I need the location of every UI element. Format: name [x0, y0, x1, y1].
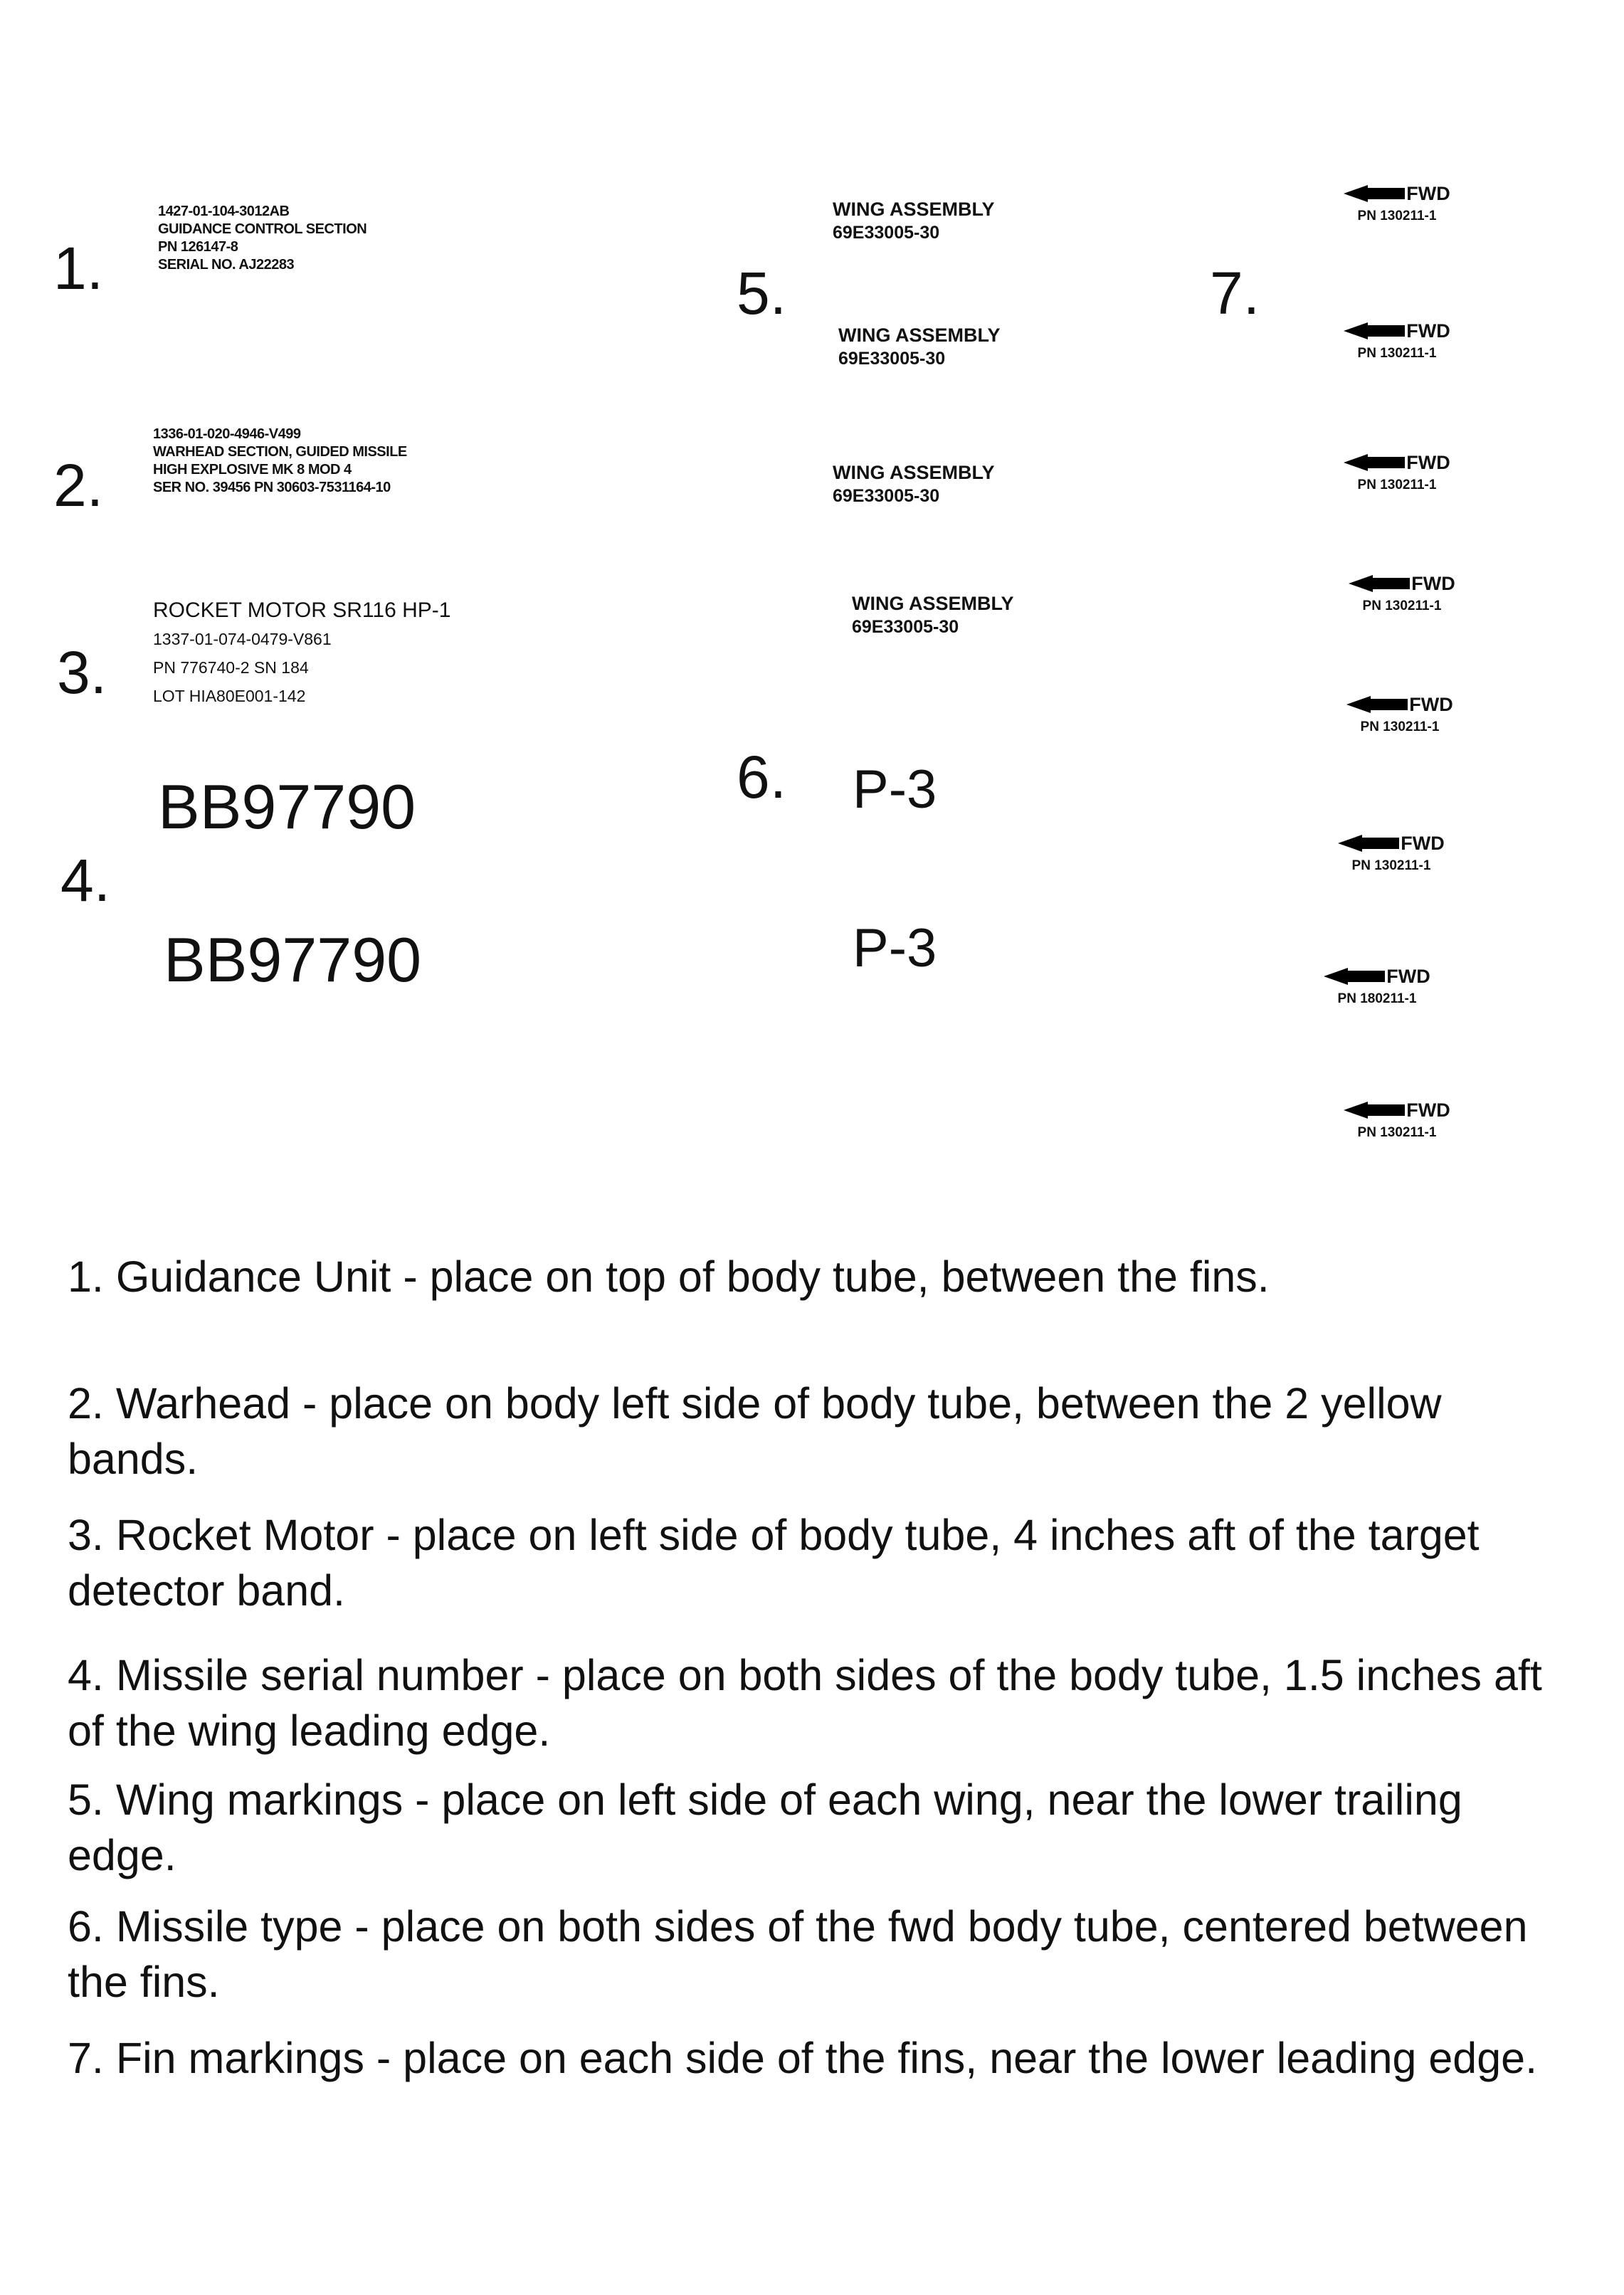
fin-fwd-label: FWD: [1406, 182, 1450, 204]
rocket-motor-title: ROCKET MOTOR SR116 HP-1: [153, 598, 451, 622]
serial-number-decal: BB97790: [158, 771, 416, 842]
fin-pn: PN 130211-1: [1357, 478, 1437, 492]
fin-fwd-label: FWD: [1406, 1099, 1450, 1121]
fin-pn: PN 180211-1: [1337, 991, 1417, 1006]
fin-pn: PN 130211-1: [1357, 209, 1437, 223]
warhead-decal: [153, 426, 407, 497]
wing-assembly-title: WING ASSEMBLY: [838, 325, 1001, 346]
forward-arrow-icon: [1338, 833, 1399, 853]
instruction-warhead: 2. Warhead - place on body left side of body tube, between the 2 yellow bands.: [68, 1379, 1442, 1483]
rocket-motor-line: 1337-01-074-0479-V861: [153, 630, 332, 648]
missile-type-decal: P-3: [853, 759, 937, 820]
label-number-4: 4.: [60, 847, 111, 914]
fin-pn: PN 130211-1: [1362, 598, 1442, 613]
forward-arrow-icon: [1346, 695, 1408, 714]
fin-pn: PN 130211-1: [1357, 1125, 1437, 1140]
guidance-line: SERIAL NO. AJ22283: [158, 257, 295, 273]
warhead-line: WARHEAD SECTION, GUIDED MISSILE: [153, 444, 407, 460]
fin-fwd-label: FWD: [1409, 693, 1453, 715]
warhead-line: 1336-01-020-4946-V499: [153, 426, 301, 442]
fin-pn: PN 130211-1: [1351, 858, 1431, 873]
forward-arrow-icon: [1344, 453, 1405, 473]
fin-marking: [1322, 179, 1472, 225]
rocket-motor-decal: [153, 596, 450, 710]
fin-marking: [1322, 448, 1472, 494]
rocket-motor-line: PN 776740-2 SN 184: [153, 658, 309, 677]
guidance-decal: [158, 203, 367, 274]
wing-assembly-pn: 69E33005-30: [838, 349, 946, 369]
fin-pn: PN 130211-1: [1360, 719, 1440, 734]
instruction-rocket-motor: 3. Rocket Motor - place on left side of body tube, 4 inches aft of the target detector band.: [68, 1511, 1480, 1615]
instruction-missile-type: 6. Missile type - place on both sides of the fwd body tube, centered between the fins.: [68, 1902, 1528, 2006]
wing-assembly-title: WING ASSEMBLY: [833, 199, 995, 220]
warhead-line: SER NO. 39456 PN 30603-7531164-10: [153, 480, 391, 495]
wing-assembly-decal: [852, 592, 1014, 639]
wing-assembly-pn: 69E33005-30: [852, 617, 959, 637]
fin-marking: [1322, 1096, 1472, 1141]
fin-marking: [1322, 317, 1472, 362]
fin-fwd-label: FWD: [1401, 832, 1445, 854]
wing-assembly-title: WING ASSEMBLY: [852, 593, 1014, 614]
wing-assembly-decal: [833, 198, 995, 245]
instruction-serial-number: 4. Missile serial number - place on both sides of the body tube, 1.5 inches aft of the wing leading edge.: [68, 1651, 1542, 1755]
label-number-6: 6.: [737, 744, 787, 811]
fin-marking: [1317, 829, 1466, 875]
instruction-fin: 7. Fin markings - place on each side of the fins, near the lower leading edge.: [68, 2034, 1538, 2082]
wing-assembly-pn: 69E33005-30: [833, 486, 940, 506]
forward-arrow-icon: [1344, 321, 1405, 341]
fin-fwd-label: FWD: [1386, 965, 1430, 987]
forward-arrow-icon: [1349, 574, 1410, 593]
label-number-5: 5.: [737, 260, 787, 327]
rocket-motor-line: LOT HIA80E001-142: [153, 687, 306, 705]
forward-arrow-icon: [1344, 184, 1405, 204]
fin-marking: [1327, 569, 1477, 615]
fin-marking: [1325, 690, 1475, 736]
wing-assembly-pn: 69E33005-30: [833, 223, 940, 243]
fin-pn: PN 130211-1: [1357, 346, 1437, 361]
wing-assembly-decal: [838, 324, 1001, 371]
label-number-2: 2.: [53, 452, 104, 519]
wing-assembly-decal: [833, 461, 995, 508]
fin-fwd-label: FWD: [1411, 572, 1455, 594]
forward-arrow-icon: [1324, 966, 1385, 986]
guidance-line: 1427-01-104-3012AB: [158, 204, 290, 219]
fin-marking: [1302, 962, 1452, 1008]
missile-type-decal: P-3: [853, 918, 937, 978]
label-number-7: 7.: [1210, 260, 1260, 327]
label-number-1: 1.: [53, 235, 104, 302]
wing-assembly-title: WING ASSEMBLY: [833, 462, 995, 483]
guidance-line: GUIDANCE CONTROL SECTION: [158, 221, 367, 237]
label-number-3: 3.: [57, 639, 107, 706]
instruction-guidance: 1. Guidance Unit - place on top of body tube, between the fins.: [68, 1252, 1270, 1301]
guidance-line: PN 126147-8: [158, 239, 238, 255]
fin-fwd-label: FWD: [1406, 451, 1450, 473]
fin-fwd-label: FWD: [1406, 320, 1450, 342]
forward-arrow-icon: [1344, 1100, 1405, 1120]
instruction-wing: 5. Wing markings - place on left side of each wing, near the lower trailing edge.: [68, 1776, 1462, 1879]
serial-number-decal: BB97790: [164, 924, 422, 995]
warhead-line: HIGH EXPLOSIVE MK 8 MOD 4: [153, 462, 352, 478]
